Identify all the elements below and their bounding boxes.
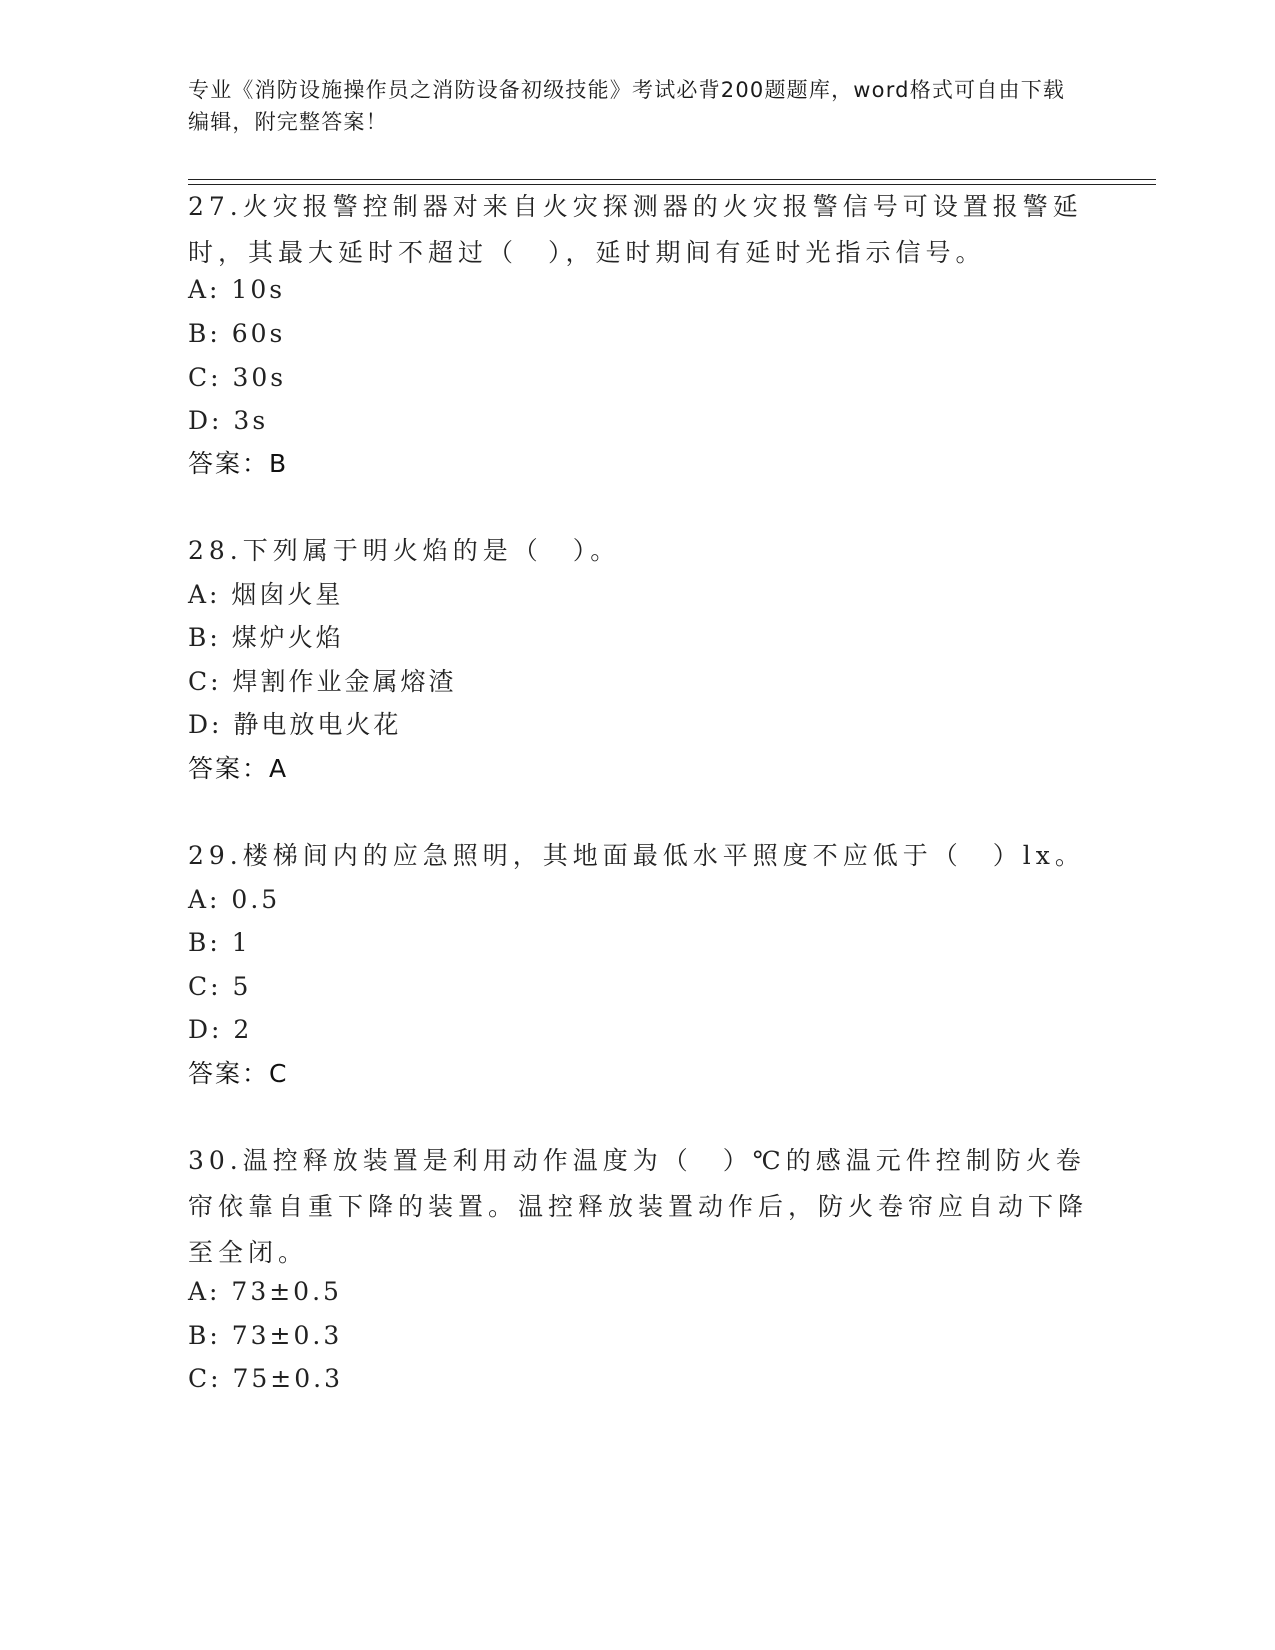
question-29-text: 29.楼梯间内的应急照明，其地面最低水平照度不应低于（ ）lx。 — [188, 841, 1085, 870]
question-30-text: 30.温控释放装置是利用动作温度为（ ）℃的感温元件控制防火卷帘依靠自重下降的装置。温控释放装置动作后，防火卷帘应自动下降至全闭。 — [188, 1146, 1089, 1267]
question-28-text: 28.下列属于明火焰的是（ ）。 — [188, 536, 621, 565]
question-29-answer: 答案：C — [188, 1059, 289, 1088]
question-28-option-a: A: 烟囱火星 — [188, 580, 344, 609]
question-29-option-c: C: 5 — [188, 972, 252, 1001]
question-27-answer: 答案：B — [188, 449, 289, 478]
document-header: 专业《消防设施操作员之消防设备初级技能》考试必背200题题库，word格式可自由下载编辑，附完整答案！ — [188, 78, 1066, 134]
question-30-option-a: A: 73±0.5 — [188, 1277, 342, 1306]
question-30-option-c: C: 75±0.3 — [188, 1364, 344, 1393]
question-27-option-a: A: 10s — [188, 275, 286, 304]
question-27-option-c: C: 30s — [188, 363, 287, 392]
question-29-option-d: D: 2 — [188, 1015, 253, 1044]
question-29-option-a: A: 0.5 — [188, 885, 281, 914]
question-27-text: 27.火灾报警控制器对来自火灾探测器的火灾报警信号可设置报警延时，其最大延时不超过（ ），延时期间有延时光指示信号。 — [188, 192, 1083, 267]
question-28-option-c: C: 焊割作业金属熔渣 — [188, 667, 457, 696]
question-30-option-b: B: 73±0.3 — [188, 1321, 343, 1350]
question-28-option-b: B: 煤炉火焰 — [188, 623, 344, 652]
question-27-option-d: D: 3s — [188, 406, 269, 435]
question-27-option-b: B: 60s — [188, 319, 286, 348]
question-28-answer: 答案：A — [188, 754, 289, 783]
header-divider-top — [188, 179, 1156, 180]
question-29-option-b: B: 1 — [188, 928, 251, 957]
question-28-option-d: D: 静电放电火花 — [188, 710, 402, 739]
